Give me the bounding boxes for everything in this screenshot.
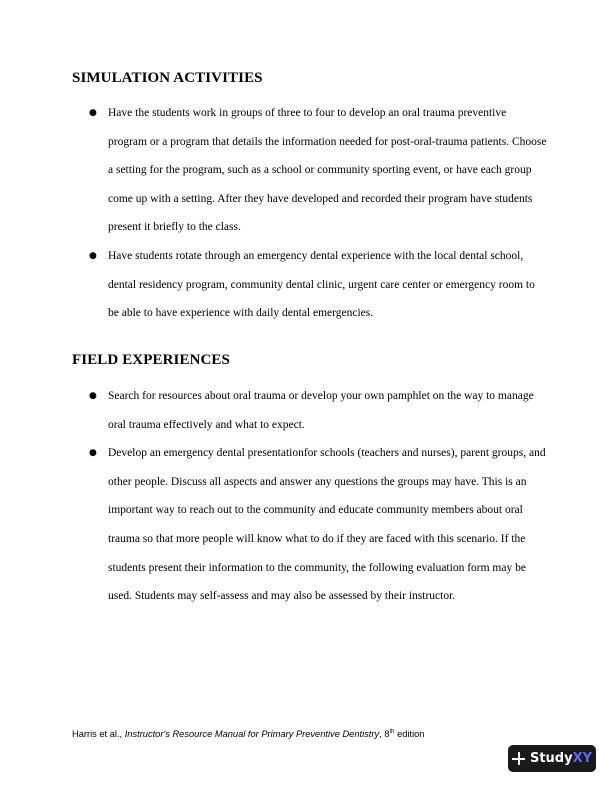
simulation-list (72, 99, 548, 328)
bullet-icon: ● (89, 250, 97, 261)
page-footer (72, 729, 424, 739)
bullet-icon: ● (89, 448, 97, 459)
logo-word-study: Study (529, 751, 573, 766)
bullet-icon: ● (89, 108, 97, 118)
list-item (72, 439, 548, 611)
list-item (72, 242, 548, 328)
footer-separator: , (379, 729, 385, 739)
footer-edition-word: edition (394, 729, 425, 739)
list-item-text: Have students rotate through an emergency dental experience with the local dental school, dental residency program, community dental clinic, urgent care center or emergency room to be able to have experience with daily dental emergencies. (108, 249, 535, 320)
footer-edition-suffix: th (389, 729, 395, 735)
plus-icon (512, 752, 525, 765)
bullet-icon: ● (89, 391, 97, 401)
list-item-text: Develop an emergency dental presentationfor schools (teachers and nurses), parent groups, and other people. Discuss all aspects and answer any questions the groups may have. This is an important way to reach out to the community and educate community members about oral trauma so that more people will know what to do if they are faced with this scenario. If the students present their information to the community, the following evaluation form may be used. Students may self-assess and may also be assessed by their instructor. (108, 447, 546, 603)
section-heading-field: FIELD EXPERIENCES (72, 352, 230, 368)
list-item (72, 382, 548, 439)
logo-word-xy: XY (572, 751, 593, 766)
list-item-text: Have the students work in groups of three to four to develop an oral trauma preventive program or a program that details the information needed for post-oral-trauma patients. Choose a setting for the program, such as a school or community sporting event, or have each group come up with a setting. After they have developed and recorded their program have students present it briefly to the class. (108, 107, 547, 234)
footer-authors: Harris et al., (72, 729, 125, 739)
section-heading-simulation: SIMULATION ACTIVITIES (72, 70, 263, 86)
field-list (72, 382, 548, 611)
list-item-text: Search for resources about oral trauma or develop your own pamphlet on the way to manage oral trauma effectively and what to expect. (108, 390, 534, 431)
studyxy-logo-badge[interactable] (508, 745, 596, 772)
list-item (72, 99, 548, 242)
footer-book-title: Instructor's Resource Manual for Primary Preventive Dentistry (124, 729, 380, 739)
logo-text (530, 751, 592, 766)
footer-edition-number: 8 (384, 729, 390, 739)
